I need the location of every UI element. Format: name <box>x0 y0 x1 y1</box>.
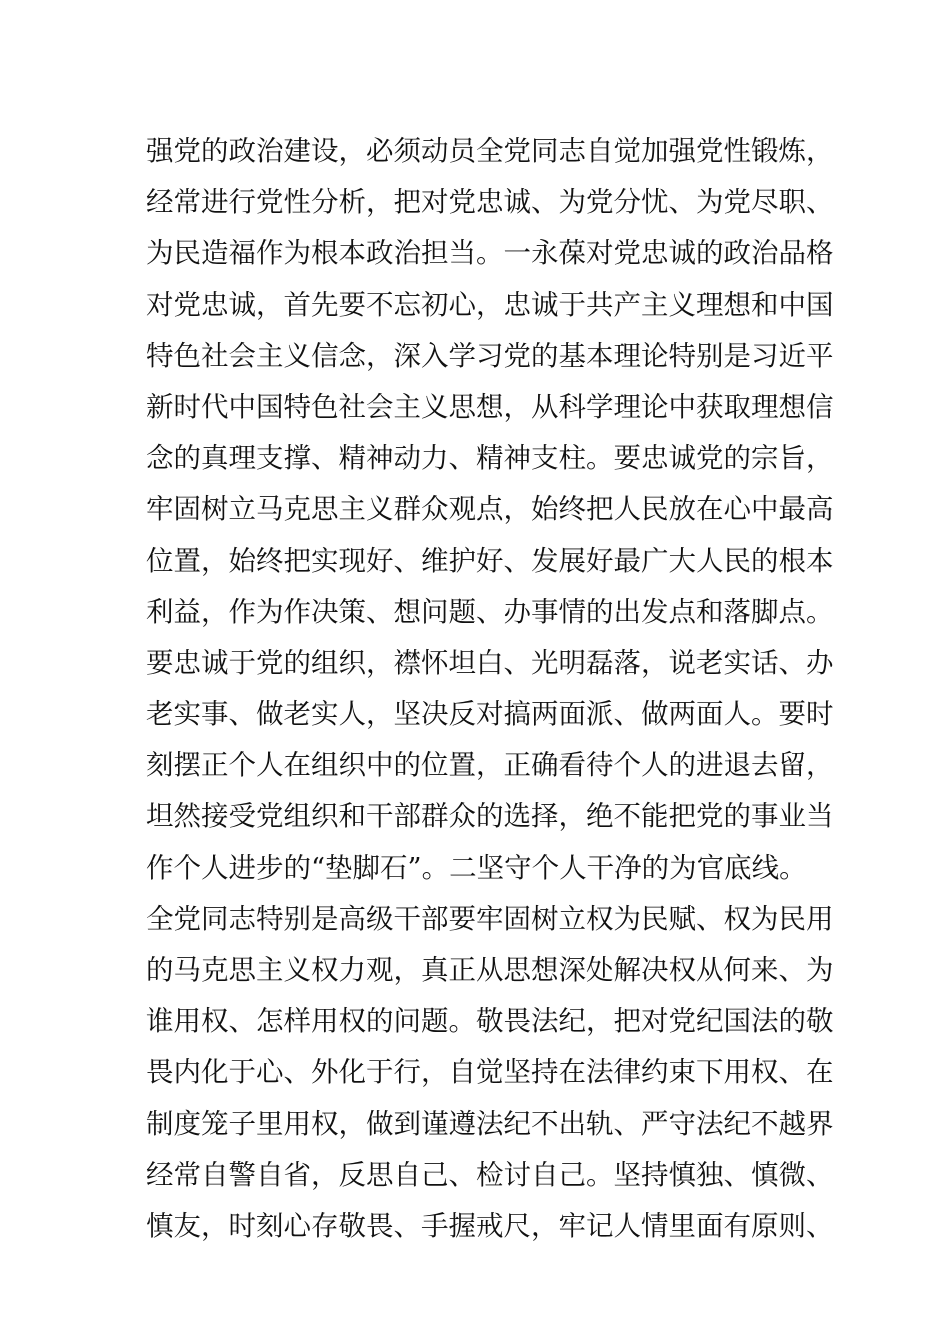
text-line: 经常进行党性分析，把对党忠诚、为党分忧、为党尽职、 <box>146 186 834 219</box>
text-line: 老实事、做老实人，坚决反对搞两面派、做两面人。要时 <box>146 698 834 731</box>
text-line: 位置，始终把实现好、维护好、发展好最广大人民的根本 <box>146 544 834 577</box>
text-line: 念的真理支撑、精神动力、精神支柱。要忠诚党的宗旨， <box>146 442 834 475</box>
text-line: 强党的政治建设，必须动员全党同志自觉加强党性锻炼， <box>146 135 834 167</box>
text-line: 对党忠诚，首先要不忘初心，忠诚于共产主义理想和中国 <box>146 288 834 321</box>
text-line: 利益，作为作决策、想问题、办事情的出发点和落脚点。 <box>146 595 834 628</box>
text-line: 为民造福作为根本政治担当。一永葆对党忠诚的政治品格 <box>146 237 834 270</box>
text-line: 特色社会主义信念，深入学习党的基本理论特别是习近平 <box>146 339 834 372</box>
text-line: 新时代中国特色社会主义思想，从科学理论中获取理想信 <box>146 390 834 423</box>
text-line: 经常自警自省，反思自己、检讨自己。坚持慎独、慎微、 <box>146 1158 834 1191</box>
text-line: 畏内化于心、外化于行，自觉坚持在法律约束下用权、在 <box>146 1056 834 1089</box>
text-line: 全党同志特别是高级干部要牢固树立权为民赋、权为民用 <box>146 902 834 935</box>
text-line: 谁用权、怎样用权的问题。敬畏法纪，把对党纪国法的敬 <box>146 1005 834 1038</box>
text-line: 要忠诚于党的组织，襟怀坦白、光明磊落，说老实话、办 <box>146 646 834 679</box>
text-line: 牢固树立马克思主义群众观点，始终把人民放在心中最高 <box>146 493 834 526</box>
text-line: 慎友，时刻心存敬畏、手握戒尺，牢记人情里面有原则、 <box>146 1209 834 1242</box>
text-line: 刻摆正个人在组织中的位置，正确看待个人的进退去留， <box>146 749 834 782</box>
text-line: 作个人进步的“垫脚石”。二坚守个人干净的为官底线。 <box>146 851 807 884</box>
body-text <box>146 126 834 1252</box>
text-line: 的马克思主义权力观，真正从思想深处解决权从何来、为 <box>146 954 834 986</box>
text-line: 制度笼子里用权，做到谨遵法纪不出轨、严守法纪不越界 <box>146 1107 834 1140</box>
text-line: 坦然接受党组织和干部群众的选择，绝不能把党的事业当 <box>146 800 834 833</box>
